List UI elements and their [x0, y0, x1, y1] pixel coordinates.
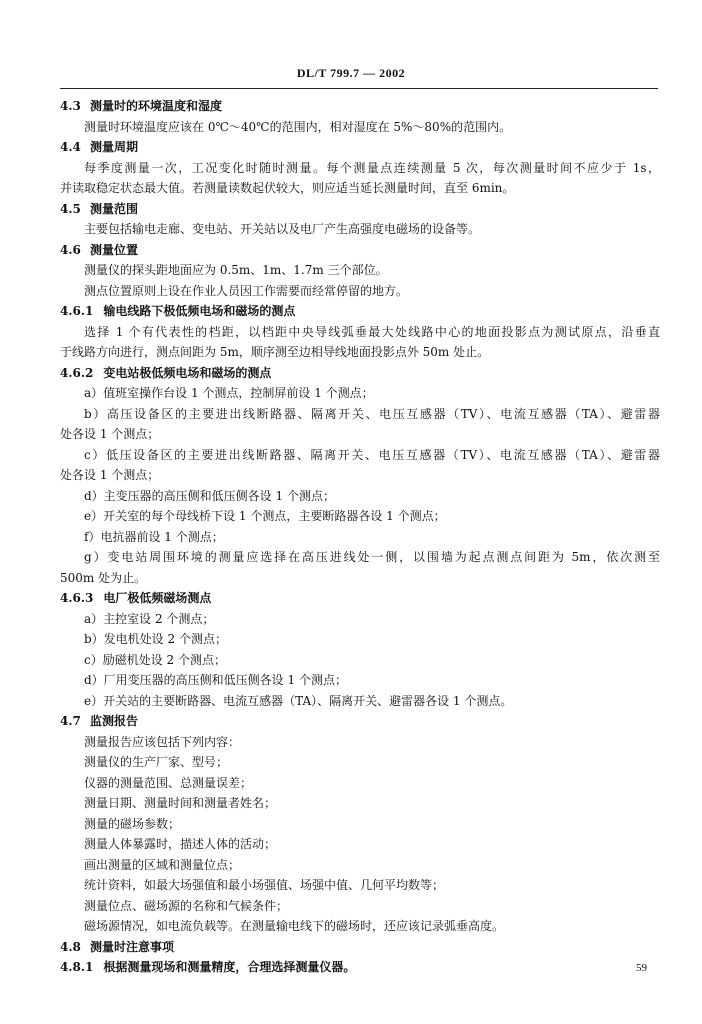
section-heading — [60, 199, 660, 220]
paragraph-line: a）值班室操作台设 1 个测点，控制屏前设 1 个测点； — [84, 386, 374, 400]
page-number: 59 — [636, 962, 647, 974]
paragraph-line: 磁场源情况，如电流负载等。在测量输电线下的磁场时，还应该记录弧垂高度。 — [84, 919, 505, 933]
section-title: 根据测量现场和测量精度，合理选择测量仪器。 — [103, 960, 356, 974]
paragraph-line: d）主变压器的高压侧和低压侧各设 1 个测点； — [84, 488, 335, 503]
paragraph-line: 测量仪的生产厂家、型号； — [84, 755, 229, 769]
section-number: 4.8.1 — [60, 960, 94, 974]
section-heading — [60, 137, 660, 158]
paragraph-line: 每季度测量一次，工况变化时随时测量。每个测量点连续测量 5 次，每次测量时间不应少于 1s， — [84, 160, 660, 175]
section-number: 4.6.2 — [60, 365, 94, 380]
section-title: 测量时的环境温度和湿度 — [90, 99, 223, 113]
section-title: 监测报告 — [90, 714, 139, 728]
paragraph-line: 测量仪的探头距地面应为 0.5m、1m、1.7m 三个部位。 — [84, 263, 388, 277]
paragraph-line: b）高压设备区的主要进出线断路器、隔离开关、电压互感器（TV）、电流互感器（TA）、避雷器 — [84, 406, 660, 421]
paragraph-line: 处各设 1 个测点； — [60, 427, 160, 441]
section-heading — [60, 240, 660, 261]
section-heading — [60, 588, 660, 609]
paragraph-line: e）开关站的主要断路器、电流互感器（TA）、隔离开关、避雷器各设 1 个测点。 — [84, 693, 513, 708]
paragraph-line: 500m 处为止。 — [60, 570, 147, 585]
section-title: 测量范围 — [90, 201, 139, 216]
section-heading — [60, 957, 660, 978]
section-number: 4.8 — [60, 939, 81, 954]
paragraph-line: 仪器的测量范围、总测量误差； — [84, 775, 253, 790]
section-number: 4.3 — [60, 99, 81, 113]
section-title: 测量位置 — [90, 242, 139, 257]
paragraph-line: 测点位置原则上设在作业人员因工作需要而经常停留的地方。 — [84, 283, 409, 298]
section-number: 4.4 — [60, 140, 81, 154]
paragraph-line: 测量的磁场参数； — [84, 816, 181, 831]
header-rule — [60, 88, 658, 89]
section-title: 输电线路下极低频电场和磁场的测点 — [103, 304, 296, 318]
paragraph-line: 测量报告应该包括下列内容： — [84, 734, 241, 749]
paragraph-line: b）发电机处设 2 个测点； — [84, 632, 227, 646]
paragraph-line: 统计资料，如最大场强值和最小场强值、场强中值、几何平均数等； — [84, 878, 445, 892]
page-header: DL/T 799.7 — 2002 — [296, 66, 406, 80]
section-heading — [60, 301, 660, 322]
section-heading — [60, 937, 660, 958]
paragraph-line: e）开关室的每个母线桥下设 1 个测点，主要断路器各设 1 个测点； — [84, 509, 446, 523]
document-body — [60, 96, 660, 978]
paragraph-line: a）主控室设 2 个测点； — [84, 611, 215, 626]
section-heading — [60, 363, 660, 384]
paragraph-line: 测量时环境温度应该在 0℃～40℃的范围内，相对湿度在 5%～80%的范围内。 — [84, 119, 512, 134]
paragraph-line: f）电抗器前设 1 个测点； — [84, 529, 224, 544]
paragraph-line: 画出测量的区域和测量位点； — [84, 857, 241, 872]
paragraph-line: 处各设 1 个测点； — [60, 468, 160, 482]
section-heading — [60, 96, 660, 117]
section-title: 电厂极低频磁场测点 — [103, 591, 212, 605]
paragraph-line: 测量人体暴露时，描述人体的活动； — [84, 837, 277, 851]
paragraph-line: 测量日期、测量时间和测量者姓名； — [84, 796, 277, 810]
paragraph-line: c）低压设备区的主要进出线断路器、隔离开关、电压互感器（TV）、电流互感器（TA）、避雷器 — [84, 447, 660, 462]
paragraph-line: 于线路方向进行，测点间距为 5m，顺序测至边相导线地面投影点外 50m 处止。 — [60, 345, 490, 359]
section-number: 4.6.3 — [60, 591, 94, 605]
paragraph-line: d）厂用变压器的高压侧和低压侧各设 1 个测点； — [84, 673, 347, 687]
paragraph-line: 测量位点、磁场源的名称和气候条件； — [84, 898, 289, 913]
section-number: 4.6.1 — [60, 304, 94, 318]
section-title: 测量周期 — [90, 140, 139, 154]
paragraph-line: 选择 1 个有代表性的档距，以档距中央导线弧垂最大处线路中心的地面投影点为测试原点，沿垂直 — [84, 324, 660, 339]
section-title: 变电站极低频电场和磁场的测点 — [103, 365, 272, 380]
paragraph-line: c）励磁机处设 2 个测点； — [84, 652, 226, 667]
section-heading — [60, 711, 660, 732]
section-number: 4.7 — [60, 714, 81, 728]
section-title: 测量时注意事项 — [90, 939, 175, 954]
paragraph-line: 并读取稳定状态最大值。若测量读数起伏较大，则应适当延长测量时间，直至 6min。 — [60, 181, 515, 195]
section-number: 4.5 — [60, 201, 81, 216]
paragraph-line: 主要包括输电走廊、变电站、开关站以及电厂产生高强度电磁场的设备等。 — [84, 222, 481, 236]
section-number: 4.6 — [60, 242, 81, 257]
paragraph-line: g）变电站周围环境的测量应选择在高压进线处一侧，以围墙为起点测点间距为 5m，依次测至 — [84, 550, 660, 564]
